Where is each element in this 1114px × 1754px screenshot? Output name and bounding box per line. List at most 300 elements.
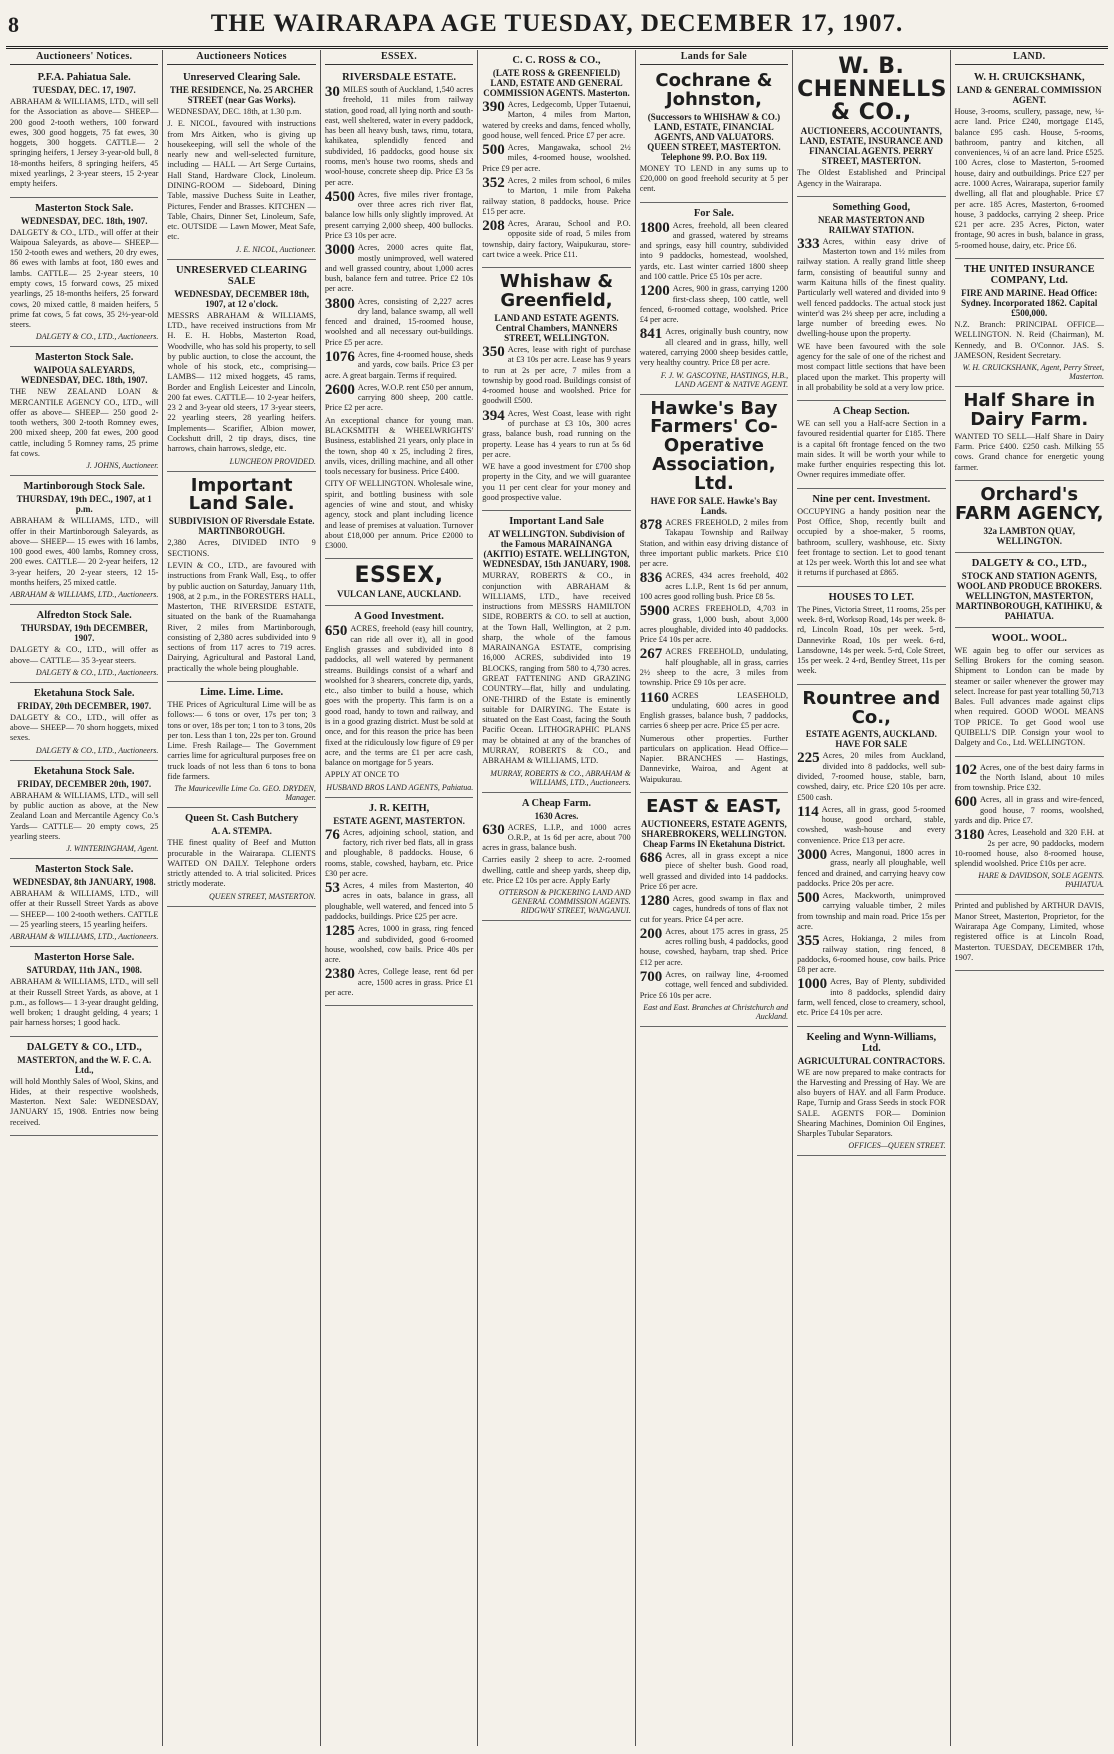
ad-subtitle: TUESDAY, DEC. 17, 1907.: [32, 85, 136, 95]
ad-title: Nine per cent. Investment.: [812, 493, 931, 505]
ad-body: WE are now prepared to make contracts for the Harvesting and Pressing of Hay. We are also buyers of HAY. and all Farm Produce. Rape, Turnip and Grass Seeds in stock FOR SALE. AGENTS FOR— Dominion Shearing Machines, Dominion Oil Engines, Sharples Tubular Separators.: [797, 1067, 946, 1139]
ad-body: MESSRS ABRAHAM & WILLIAMS, LTD., have received instructions from Mr H. E. H. Hobbs, Masterton Road, Woodville, who has sold his property, to sell by public auction, to close the account, the whole of his stock, etc., comprising— LAMBS— 112 mixed hoggets, 45 rams, Border and English Leicester and Lincoln, 200 fat ewes. CATTLE— 10 2-year heifers, 23 2 and 3-year old steers, 17 3-year steers, 22 yearling steers, 28 yearling heifers. Implements— Scarifier, Albion mower, Cockshutt drill, 2 tip drays, discs, tine harrows, chain harrows, sledge, etc.: [167, 310, 316, 454]
ad-title: UNRESERVED CLEARING SALE: [176, 264, 308, 287]
acreage-number: 267: [639, 646, 663, 663]
ad-title: Unreserved Clearing Sale.: [182, 72, 301, 83]
ad-body: LEVIN & CO., LTD., are favoured with instructions from Frank Wall, Esq., to offer by public auction on Saturday, January 11th, 1908, at 2 p.m., in the FORESTERS HALL, Masterton, THE RIVERSIDE ESTATE, situated on the bank of the Ruamahanga River, 2 miles from Martinborough, consisting of 2,380 acres subdivided into 9 sections of from 117 acres to 719 acres. Dairying, Agricultural and Pastoral Land, practically the whole being ploughable.: [167, 560, 316, 673]
advertisement: [325, 559, 473, 606]
listing-text: ACRES, freehold (easy hill country, can ride all over it), all in good English grasses and subdivided into 8 paddocks, all well watered by permanent streams. Buildings consist of a wharf and woolshed for 3 shearers, concrete dip, yards, etc., also timber to build a house, which goes with the property. This farm is on a good road, handy to town and railway, and is in a good grazing district. Must be sold at once, and for this reason the price has been fixed at the ridiculously low figure of £9 per acre, and the terms are £1 per acre cash, balance on mortgage for 5 years.: [324, 624, 474, 768]
ad-signature: East and East. Branches at Christchurch and Auckland.: [643, 1002, 789, 1021]
ad-title: Important Land Sale: [509, 516, 604, 528]
acreage-number: 30: [324, 84, 340, 100]
ad-subtitle: LAND & GENERAL COMMISSION AGENT.: [956, 85, 1102, 105]
listing-text: Acres, freehold, all been cleared and grassed, watered by streams and springs, easy hill country, subdivided into 9 paddocks, homestead, woolshed, yards, etc. Last winter carried 1800 sheep and 100 cattle. Price £5 10s per acre.: [639, 220, 789, 282]
property-listing: [325, 924, 473, 965]
ad-subtitle: STOCK AND STATION AGENTS, WOOL AND PRODUCE BROKERS. WELLINGTON, MASTERTON, MARTINBOROUGH, KATIHIKU, & PAHIATUA.: [955, 570, 1103, 621]
listing-text: Acres, 900 in grass, carrying 1200 first-class sheep, 100 cattle, well fenced, 6-roomed cottage, woolshed. Price £4 per acre.: [639, 284, 789, 325]
ad-title: Orchard's FARM AGENCY,: [955, 483, 1104, 524]
listing-text: Acres, all in grass and wire-fenced, good house, 7 rooms, woolshed, yards and dip. Price £7.: [954, 795, 1104, 825]
advertisement: [325, 798, 473, 1007]
ad-body: ABRAHAM & WILLIAMS, LTD., will sell for the Association as above— SHEEP— 200 good 2-tooth wethers, 100 forward ewes, 300 good hoggets, 75 fat ewes, 30 hoggets, 300 hoggets. CATTLE— 2 springing heifers, 1 Jersey 3-year-old bull, 8 18-months heifers, 8 springing heifers, 45 mixed yearlings, 2 3-year steers, 15 2-year empty heifers.: [10, 97, 159, 189]
ad-signature: J. WINTERINGHAM, Agent.: [66, 844, 159, 854]
property-listing: [640, 647, 788, 688]
ad-signature: F. J. W. GASCOYNE, HASTINGS, H.B., LAND AGENT & NATIVE AGENT.: [660, 370, 789, 389]
ad-body: THE Prices of Agricultural Lime will be as follows:— 6 tons or over, 17s per ton; 3 tons or over, 18s per ton; 1 ton to 3 tons, 20s per ton. Less than 1 ton, 22s per ton. Ground Lime. Fresh Railage— The Government carries lime for agricultural purposes free on truck loads of not less than 6 tons to bona fide farmers.: [167, 700, 316, 781]
ad-title: DALGETY & CO., LTD.,: [971, 557, 1087, 569]
column-heading: Auctioneers Notices: [167, 50, 315, 65]
column-area: [6, 50, 1108, 1746]
ad-title: A Cheap Farm.: [521, 797, 592, 809]
acreage-number: 4500: [324, 188, 355, 205]
ad-title: Masterton Horse Sale.: [34, 952, 135, 964]
property-listing: [482, 345, 630, 407]
advertisement: [482, 793, 630, 922]
ad-body: WE can sell you a Half-acre Section in a favoured residential quarter for £185. There is a capital 6ft frontage fenced on the two main sides. It will be worth your while to make further enquiries respecting this lot. Owner requires immediate offer.: [797, 419, 946, 480]
acreage-number: 200: [639, 925, 663, 942]
listing-text: Acres, good swamp in flax and cages, hundreds of tons of flax not cut for years. Price £4 per acre.: [639, 894, 789, 924]
ad-title: A Good Investment.: [354, 611, 444, 623]
ad-body: An exceptional chance for young man. BLACKSMITH & WHEELWRIGHTS' Business, established 21 years, only place in the town, shop 40 x 25, including 2 fires, anvils, vices, drilling machine, and all other tools necessary for business. Price £400.: [324, 415, 474, 477]
ad-title: RIVERSDALE ESTATE.: [342, 72, 457, 83]
ad-subtitle: (Successors to WHISHAW & CO.) LAND, ESTATE, FINANCIAL AGENTS, AND VALUATORS. QUEEN STREET, MASTERTON. Telephone 99. P.O. Box 119.: [647, 111, 781, 162]
ad-body: House, 3-rooms, scullery, passage, new, ¼-acre land. Price £240, mortgage £145, balance £95 cash. House, 5-rooms, bathroom, pantry and kitchen, all conveniences, ¼ of an acre land. Price £525. 100 Acres, close to Masterton, 5-roomed house, dairy and outbuildings. Price £27 per acre. 1000 Acres, Wairarapa, superior family dwelling, all flat and ploughable. Price £7 per acre. 185 Acres, Masterton, 6-roomed house, 3 paddocks, carrying 2 sheep. Price £21 per acre. 235 Acres, Picton, water frontage, 90 acres in bush, balance in grass, 5-roomed house, dairy, etc. Price £6.: [954, 107, 1104, 250]
property-listing: [482, 409, 630, 460]
ad-title: Something Good,: [832, 201, 911, 213]
acreage-number: 3180: [954, 827, 985, 844]
listing-text: Acres, Mackworth, unimproved carrying valuable timber, 2 miles from township and main road. Price 15s per acre.: [797, 891, 946, 931]
listing-text: Acres, adjoining school, station, and factory, rich river bed flats, all in grass and ploughable, 8 paddocks. House, 6 rooms, stable, cowshed, haybarn, etc. Price £30 per acre.: [324, 827, 474, 878]
ad-subtitle: WAIPOUA SALEYARDS, WEDNESDAY, DEC. 18th, 1907.: [20, 365, 148, 386]
ad-body: N.Z. Branch: PRINCIPAL OFFICE—WELLINGTON. N. Reid (Chairman), M. Kennedy, and B. O'Connor. JAS. S. JAMESON, Resident Secretary.: [954, 319, 1104, 360]
listing-text: ACRES LEASEHOLD, undulating, 600 acres in good English grasses, balance bush, 7 paddocks, carries 6 sheep per acre. Price £5 per acre.: [639, 690, 789, 731]
ad-signature: LUNCHEON PROVIDED.: [229, 456, 316, 466]
ad-title: HOUSES TO LET.: [828, 591, 915, 603]
advertisement: [167, 472, 315, 682]
ad-subtitle: FIRE AND MARINE. Head Office: Sydney. Incorporated 1862. Capital £500,000.: [961, 287, 1098, 318]
ad-body: WEDNESDAY, DEC. 18th, at 1.30 p.m.: [167, 107, 302, 116]
acreage-number: 2600: [324, 381, 355, 398]
ad-title: Lime. Lime. Lime.: [200, 687, 284, 699]
advertisement: [10, 761, 158, 859]
ad-subtitle: MASTERTON, and the W. F. C. A. Ltd.,: [17, 1054, 152, 1075]
acreage-number: 700: [639, 969, 663, 986]
property-listing: [482, 823, 630, 854]
listing-text: Acres, originally bush country, now all cleared and in grass, hilly, well watered, carrying 2000 sheep besides cattle, very healthy country. Price £8 per acre.: [639, 327, 789, 368]
ad-body: WE have a good investment for £700 shop property in the City, and we will guarantee you 11 per cent clear for your money and good prospective value.: [482, 462, 631, 502]
ad-subtitle: WEDNESDAY, DECEMBER 18th, 1907, at 12 o'clock.: [174, 288, 310, 309]
column-heading: LAND.: [955, 50, 1104, 65]
property-listing: [797, 977, 945, 1018]
listing-text: Acres, about 175 acres in grass, 25 acres rolling bush, 4 paddocks, good house, cowshed, haybarn, trap shed. Price £12 per acre.: [639, 926, 789, 967]
ad-signature: QUEEN STREET, MASTERTON.: [209, 891, 316, 901]
ad-subtitle: AT WELLINGTON. Subdivision of the Famous MARAINANGA (AKITIO) ESTATE. WELLINGTON, WEDNESDAY, 15th JANUARY, 1908.: [482, 529, 631, 570]
ad-body: DALGETY & CO., LTD., will offer at their Waipoua Saleyards, as above— SHEEP— 150 2-tooth ewes and wethers, 20 dry ewes, 86 ewes with lambs at foot, 180 ewes and lambs. CATTLE— 25 2-year steers, 10 empty cows, 15 forward cows, 25 mixed yearlings, 25 18-months heifers, 25 forward cows, 20 mixed cattle, 8 maiden heifers, 5 prime fat cows, 5 fat cows, 35 2½-year-old steers.: [10, 227, 159, 330]
ad-body: J. E. NICOL, favoured with instructions from Mrs Aitken, who is giving up housekeeping, will sell the whole of the nearly new and well-selected furniture, including — HALL — Art Serge Curtains, Hall Stand, Hardware Clock, Linoleum. DINING-ROOM — Sideboard, Dining Table, massive Duchess Suite in Leather, Pictures, Fender and Brasses. KITCHEN — Table, Chairs, Dinner Set, Linoleum, Safe, etc. OUTSIDE — Lawn Mower, Meat Safe, etc.: [167, 119, 316, 242]
column-heading: Auctioneers' Notices.: [10, 50, 158, 65]
ad-subtitle: FRIDAY, DECEMBER 20th, 1907.: [17, 778, 152, 789]
ad-title: Alfredton Stock Sale.: [36, 610, 132, 622]
acreage-number: 2380: [324, 966, 355, 983]
acreage-number: 600: [954, 794, 978, 811]
ad-title: EAST & EAST,: [646, 796, 782, 818]
listing-text: ACRES FREEHOLD, 2 miles from Takapau Township and Railway Station, and within easy driving distance of three important public markets. Price £10 per acre.: [639, 518, 789, 569]
property-listing: [640, 851, 788, 892]
column-7: [951, 50, 1108, 1746]
acreage-number: 5900: [639, 603, 670, 620]
property-listing: [955, 795, 1104, 826]
ad-title: Martinborough Stock Sale.: [23, 481, 145, 493]
advertisement: [955, 757, 1104, 896]
acreage-number: 3000: [797, 847, 828, 863]
advertisement: [10, 476, 158, 605]
ad-body: ABRAHAM & WILLIAMS, LTD., will sell at their Russell Street Yards, as above, at 1 p.m., as follows— 1 3-year draught gelding, well broken; 1 draught gelding, 4 years; 1 pair harness horses; 1 good hack.: [10, 977, 159, 1028]
ad-signature: OTTERSON & PICKERING LAND AND GENERAL COMMISSION AGENTS. RIDGWAY STREET, WANGANUI.: [498, 888, 631, 916]
listing-text: Acres, lease with right of purchase at £3 10s per acre. Lease has 9 years to run at 2s per acre, 7 miles from a township by good road. Buildings consist of 4-roomed house and woolshed. Price for goodwill £500.: [482, 345, 631, 406]
ad-subtitle: THURSDAY, 19th DEC., 1907, at 1 p.m.: [16, 494, 152, 515]
advertisement: [955, 553, 1104, 628]
ad-title: Keeling and Wynn-Williams, Ltd.: [806, 1031, 937, 1054]
ad-title: Masterton Stock Sale.: [35, 864, 134, 876]
acreage-number: 500: [482, 142, 505, 159]
ad-body: The Pines, Victoria Street, 11 rooms, 25s per week. 8-rd, Worksop Road, 14s per week. 8-rd, Lincoln Road, 10s per week. 5-rd, Dannevirke Road, 10s per week. 6-rd, Lansdowne, 14s per week. 5-rd, Cole Street, 15s per week. 2 4-rd, Bentley Street, 11s per week.: [797, 604, 946, 676]
listing-text: Acres, one of the best dairy farms in the North Island, about 10 miles from township. Price £32.: [954, 762, 1104, 793]
acreage-number: 333: [797, 235, 820, 252]
listing-text: Acres, within easy drive of Masterton town and 1½ miles from railway station. A really grand little sheep farm, consisting of beautiful sunny and warm Kaituna hills of the finest quality. Particularly well watered and divided into 9 well fenced paddocks. The actual stock just winter'd was 2½ sheep per acre, including a large number of breeding ewes. No dwelling-house upon the property.: [797, 236, 946, 339]
property-listing: [325, 383, 473, 414]
ad-title: Cochrane & Johnston,: [655, 70, 773, 110]
property-listing: [955, 828, 1104, 869]
property-listing: [640, 327, 788, 368]
advertisement: [482, 511, 630, 792]
advertisement: [10, 198, 158, 348]
listing-text: Acres, 20 miles from Auckland, divided into 8 paddocks, well sub-divided, 7-roomed house, stable, barn, cowshed, dairy, etc. Price £20 10s per acre. £500 cash.: [797, 751, 946, 802]
column-5: [636, 50, 793, 1746]
listing-text: Acres, Ledgecomb, Upper Tutaenui, Marton, 4 miles from Marton, watered by creeks and dams, fenced wholly, good house, well fenced. Price £7 per acre.: [482, 100, 631, 140]
property-listing: [325, 828, 473, 879]
ad-body: THE finest quality of Beef and Mutton procurable in the Wairarapa. CLIENTS WAITED ON DAILY. Telephone orders strictly attended to. A trial solicited. Prices strictly moderate.: [167, 838, 316, 889]
ad-signature: DALGETY & CO., LTD., Auctioneers.: [35, 745, 159, 755]
ad-subtitle: A. A. STEMPA.: [211, 826, 272, 837]
ad-body: ABRAHAM & WILLIAMS, LTD., will offer in their Martinborough Saleyards, as above— SHEEP— 15 ewes with 16 lambs, 100 good ewes, 400 lambs, Romney cross, 200 ewes. CATTLE— 20 2-year heifers, 12 3-year heifers, 20 2-year steers, 12 15-months heifers, 25 mixed cattle.: [10, 516, 159, 587]
advertisement: [797, 50, 945, 197]
acreage-number: 1076: [324, 349, 355, 366]
property-listing: [955, 763, 1104, 794]
advertisement: [482, 268, 630, 511]
column-1: [6, 50, 163, 1746]
property-listing: [797, 751, 945, 802]
ad-title: Hawke's Bay Farmers' Co-Operative Association, Ltd.: [650, 397, 778, 495]
advertisement: [797, 587, 945, 685]
acreage-number: 53: [324, 880, 340, 897]
ad-body: ABRAHAM & WILLIAMS, LTD., will sell by public auction as above, at the New Zealand Loan and Mercantile Agency Co.'s Yards— CATTLE— 20 empty cows, 25 yearling steers.: [10, 790, 159, 841]
listing-text: ACRES FREEHOLD, undulating, half ploughable, all in grass, carries 2½ sheep to the acre, 3 miles from township. Price £9 10s per acre.: [639, 647, 789, 688]
advertisement: [797, 1027, 945, 1157]
acreage-number: 650: [324, 623, 348, 640]
ad-title: For Sale.: [693, 207, 734, 219]
advertisement: [10, 1037, 158, 1136]
listing-text: Acres, College lease, rent 6d per acre, 1500 acres in grass. Price £1 per acre.: [324, 967, 474, 997]
listing-text: ACRES, 434 acres freehold, 402 acres L.I.P., Rent 1s 6d per annum, 100 acres good rolling bush. Price £8 5s.: [639, 571, 789, 601]
advertisement: [955, 481, 1104, 553]
advertisement: [10, 683, 158, 761]
property-listing: [640, 894, 788, 925]
property-listing: [797, 805, 945, 846]
listing-text: Acres, 2 miles from school, 6 miles to Marton, 1 mile from Pakeha railway station, 8 paddocks, house. Price £15 per acre.: [482, 175, 631, 216]
property-listing: [325, 243, 473, 294]
property-listing: [797, 934, 945, 975]
ad-subtitle: AUCTIONEERS, ESTATE AGENTS, SHAREBROKERS, WELLINGTON. Cheap Farms IN Eketahuna District.: [641, 818, 787, 849]
ad-title: ESSEX,: [354, 563, 444, 589]
acreage-number: 1160: [639, 689, 669, 706]
property-listing: [325, 190, 473, 241]
ad-signature: The Mauriceville Lime Co. GEO. DRYDEN, Manager.: [174, 784, 316, 803]
listing-text: Acres, all in grass except a nice piece of shelter bush. Good road, well grassed and divided into 14 paddocks. Price £6 per acre.: [639, 850, 789, 891]
advertisement: [10, 347, 158, 476]
ad-signature: HUSBAND BROS LAND AGENTS, Pahiatua.: [326, 782, 474, 792]
acreage-number: 1000: [797, 976, 828, 993]
property-listing: [797, 237, 945, 340]
column-2: [163, 50, 320, 1746]
property-listing: [640, 571, 788, 602]
ad-subtitle: 32a LAMBTON QUAY, WELLINGTON.: [983, 525, 1075, 546]
acreage-number: 686: [639, 849, 663, 866]
masthead: [6, 6, 1108, 49]
listing-text: MILES south of Auckland, 1,540 acres freehold, 11 miles from railway station, good road, all lying north and south-east, well sheltered, water in every paddock, has been all heavy bush, taws, rimu, totara, kahikatea, splendidly fenced and subdivided, 16 paddocks, good house six rooms, men's house two rooms, sheds and wool-house, concrete sheep dip. Price £3 5s per acre.: [324, 85, 474, 187]
listing-text: Acres, all in grass, good 5-roomed house, good orchard, stable, cowshed, wash-house and every convenience. Price £13 per acre.: [797, 804, 946, 845]
acreage-number: 1200: [639, 283, 670, 300]
ad-body: THE NEW ZEALAND LOAN & MERCANTILE AGENCY CO., LTD., will offer as above— SHEEP— 250 good 2-tooth wethers, 300 2-tooth Romney ewes, 200 mixed sheep, 200 fat ewes, 200 good cattle, including 5 Romney rams, 25 prime fat cows.: [10, 387, 159, 459]
ad-subtitle: (LATE ROSS & GREENFIELD) LAND, ESTATE AND GENERAL COMMISSION AGENTS. Masterton.: [483, 68, 630, 98]
ad-title: A Cheap Section.: [832, 406, 910, 418]
ad-signature: DALGETY & CO., LTD., Auctioneers.: [35, 667, 159, 677]
ad-body: The Oldest Established and Principal Agency in the Wairarapa.: [797, 168, 946, 188]
ad-body: APPLY AT ONCE TO: [324, 770, 400, 780]
advertisement: [797, 197, 945, 401]
ad-title: Rountree and Co.,: [802, 687, 941, 728]
ad-title: Important Land Sale.: [188, 474, 295, 515]
listing-text: Acres, W.O.P. rent £50 per annum, carrying 800 sheep, 200 cattle. Price £2 per acre.: [324, 382, 474, 413]
advertisement: [797, 685, 945, 1027]
acreage-number: 836: [639, 570, 663, 587]
newspaper-title: THE WAIRARAPA AGE TUESDAY, DECEMBER 17, 1907.: [210, 10, 904, 37]
ad-title: Masterton Stock Sale.: [35, 202, 134, 214]
ad-body: 2,380 Acres, DIVIDED INTO 9 SECTIONS.: [167, 538, 316, 558]
acreage-number: 102: [954, 761, 978, 778]
ad-title: Half Share in Dairy Farm.: [963, 390, 1096, 430]
ad-signature: J. E. NICOL, Auctioneer.: [235, 244, 316, 254]
ad-subtitle: AGRICULTURAL CONTRACTORS.: [797, 1055, 945, 1066]
ad-body: OCCUPYING a handy position near the Post Office, Shop, recently built and occupied by a shoe-maker, 5 rooms, bathroom, scullery, washhouse, etc. Sixty feet frontage to section. Let to good tenant at 12s per week. Worth this lot and see what it returns if purchased at £865.: [797, 506, 946, 578]
advertisement: [167, 682, 315, 808]
column-4: [478, 50, 635, 1746]
advertisement: [167, 808, 315, 906]
listing-text: Acres, fine 4-roomed house, sheds and yards, cow bails. Price £3 per acre. A great bargain. Terms if required.: [324, 350, 474, 380]
acreage-number: 390: [482, 99, 505, 115]
ad-title: Whishaw & Greenfield,: [499, 271, 614, 312]
ad-signature: OFFICES—QUEEN STREET.: [848, 1141, 946, 1151]
listing-text: Acres, Mangawaka, school 2½ miles, 4-roomed house, woolshed. Price £9 per acre.: [482, 143, 631, 173]
advertisement: [10, 605, 158, 683]
advertisement: [325, 67, 473, 559]
acreage-number: 355: [797, 933, 820, 950]
listing-text: Acres, 1000 in grass, ring fenced and subdivided, good 6-roomed house, woolshed, cow bails. Price 40s per acre.: [324, 924, 474, 965]
advertisement: [167, 67, 315, 260]
acreage-number: 1285: [324, 923, 355, 940]
property-listing: [797, 891, 945, 932]
advertisement: [640, 793, 788, 1027]
ad-subtitle: SUBDIVISION OF Riversdale Estate. MARTINBOROUGH.: [168, 516, 315, 537]
page-number: 8: [8, 12, 19, 37]
acreage-number: 350: [482, 344, 505, 360]
acreage-number: 630: [482, 821, 505, 838]
listing-text: Acres, Mangonui, 1800 acres in grass, nearly all ploughable, well fenced and drained, and carrying heavy cow paddocks. Price 20s per acre.: [797, 848, 946, 888]
ad-subtitle: ESTATE AGENT, MASTERTON.: [333, 815, 465, 826]
property-listing: [325, 881, 473, 922]
column-3: [321, 50, 478, 1746]
ad-body: Printed and published by ARTHUR DAVIS, Manor Street, Masterton, Proprietor, for the Wairarapa Age Company, Limited, whose registered office is at Lincoln Road, Masterton. TUESDAY, DECEMBER 17th, 1907.: [954, 901, 1104, 962]
ad-title: P.F.A. Pahiatua Sale.: [37, 72, 131, 83]
property-listing: [797, 848, 945, 889]
acreage-number: 1800: [639, 219, 670, 236]
ad-title: C. C. ROSS & CO.,: [512, 55, 601, 66]
listing-text: Acres, five miles river frontage, over three acres rich river flat, balance low hills only slightly improved. At present carrying 2,000 sheep, 400 bullocks. Price £3 10s per acre.: [324, 189, 474, 240]
acreage-number: 878: [639, 517, 663, 534]
ad-subtitle: SATURDAY, 11th JAN., 1908.: [26, 965, 142, 976]
listing-text: Acres, West Coast, lease with right of purchase at £3 10s, 300 acres grass, balance bush, road running on the property. Lease has 4 years to run at 5s 6d per acre.: [482, 408, 631, 459]
ad-signature: ABRAHAM & WILLIAMS, LTD., Auctioneers.: [10, 932, 159, 942]
ad-subtitle: ESTATE AGENTS, AUCKLAND. HAVE FOR SALE: [805, 729, 937, 750]
ad-body: WANTED TO SELL—Half Share in Dairy Farm. Price £400. £250 cash. Milking 55 cows. Grand chance for energetic young farmer.: [954, 431, 1104, 472]
acreage-number: 841: [639, 326, 663, 343]
advertisement: [955, 67, 1104, 259]
listing-text: Acres, Leasehold and 320 F.H. at 2s per acre, 90 paddocks, modern 10-roomed house, also 8-roomed house, splendid woolshed. Price £10s per acre.: [954, 828, 1104, 869]
acreage-number: 352: [482, 174, 505, 191]
property-listing: [482, 143, 630, 174]
ad-body: WE again beg to offer our services as Selling Brokers for the coming season. Shipment to London can be made by steamer or sailer whenever the grower may select. Increase for past year totalling 50,713 Bales. Full advances made against clips when required. GOOD WOOL MEANS TOP PRICE. To get Good wool use QUIBELL'S DIP. Consign your wool to Dalgety and Co., Ltd. WELLINGTON.: [954, 645, 1104, 748]
advertisement: [10, 859, 158, 947]
acreage-number: 3000: [324, 242, 355, 259]
listing-text: Acres, consisting of 2,227 acres dry land, balance swamp, all well fenced and drained, 15-roomed house, woolshed and all necessary out-buildings. Price £5 per acre.: [324, 296, 474, 347]
property-listing: [640, 518, 788, 569]
property-listing: [325, 967, 473, 998]
column-6: [793, 50, 950, 1746]
advertisement: [797, 489, 945, 587]
property-listing: [325, 624, 473, 768]
ad-subtitle: THE RESIDENCE, No. 25 ARCHER STREET (near Gas Works).: [169, 85, 314, 105]
acreage-number: 76: [324, 826, 340, 843]
property-listing: [325, 350, 473, 381]
ad-subtitle: HAVE FOR SALE. Hawke's Bay Lands.: [650, 496, 778, 517]
ad-body: Numerous other properties. Further particulars on application. Head Office—Napier. BRANCHES — Hastings, Dannevirke, Wairoa, and Agent at Waipukurau.: [639, 733, 789, 784]
property-listing: [482, 219, 630, 260]
advertisement: [482, 50, 630, 268]
advertisement: [325, 606, 473, 797]
ad-title: WOOL. WOOL.: [991, 632, 1067, 644]
ad-subtitle: FRIDAY, 20th DECEMBER, 1907.: [17, 700, 152, 711]
property-listing: [640, 604, 788, 645]
ad-signature: HARE & DAVIDSON, SOLE AGENTS. PAHIATUA.: [978, 871, 1104, 890]
advertisement: [10, 67, 158, 198]
property-listing: [325, 297, 473, 348]
column-heading: Lands for Sale: [640, 50, 788, 65]
column-heading: ESSEX.: [325, 50, 473, 65]
listing-text: ACRES, L.I.P., and 1000 acres O.R.P., at 1s 6d per acre, about 700 acres in grass, balance bush.: [482, 822, 631, 853]
advertisement: [955, 628, 1104, 757]
ad-title: Masterton Stock Sale.: [35, 352, 134, 364]
ad-signature: W. H. CRUICKSHANK, Agent, Perry Street, Masterton.: [962, 363, 1104, 382]
ad-subtitle: WEDNESDAY, 8th JANUARY, 1908.: [12, 877, 156, 888]
ad-body: DALGETY & CO., LTD., will offer as above— CATTLE— 35 3-year steers.: [10, 645, 159, 665]
property-listing: [482, 100, 630, 141]
ad-title: W. H. CRUICKSHANK,: [973, 72, 1085, 83]
ad-title: Eketahuna Stock Sale.: [33, 687, 135, 699]
ad-body: CITY OF WELLINGTON. Wholesale wine, spirit, and bottling business with sole agencies of wine and stout, and whisky agency, stock and plant including licence and lease of premises at valuation. Turnover about £18,000 per annum. Price £2000 to £3000.: [324, 479, 474, 551]
property-listing: [640, 691, 788, 732]
ad-subtitle: LAND AND ESTATE AGENTS. Central Chambers, MANNERS STREET, WELLINGTON.: [494, 313, 619, 343]
property-listing: [640, 284, 788, 325]
ad-signature: MURRAY, ROBERTS & CO., ABRAHAM & WILLIAMS, LTD., Auctioneers.: [490, 768, 631, 787]
ad-title: Eketahuna Stock Sale.: [33, 765, 135, 777]
advertisement: [797, 401, 945, 489]
ad-body: Carries easily 2 sheep to acre. 2-roomed dwelling, cattle and sheep yards, sheep dip, etc. Price £2 10s per acre. Apply Early: [482, 855, 631, 885]
ad-signature: J. JOHNS, Auctioneer.: [86, 461, 159, 471]
ad-title: DALGETY & CO., LTD.,: [26, 1041, 142, 1053]
property-listing: [640, 221, 788, 283]
acreage-number: 500: [797, 890, 820, 907]
listing-text: Acres, Ararau, School and P.O. opposite side of road, 5 miles from township, dairy factory, Waipukurau, store-cart twice a week. Price £11.: [482, 219, 631, 259]
acreage-number: 394: [482, 407, 505, 424]
ad-body: will hold Monthly Sales of Wool, Skins, and Hides, at their respective woolsheds, Masterton. Next Sale: WEDNESDAY, JANUARY 15, 1908. Entries now being received.: [10, 1076, 159, 1127]
listing-text: Acres, on railway line, 4-roomed cottage, well fenced and subdivided. Price £6 10s per acre.: [639, 970, 789, 1000]
ad-title: Queen St. Cash Butchery: [185, 813, 299, 825]
property-listing: [640, 927, 788, 968]
ad-body: DALGETY & CO., LTD., will offer as above— SHEEP— 70 shorn hoggets, mixed sexes.: [10, 712, 159, 743]
listing-text: Acres, Hokianga, 2 miles from railway station, ring fenced, 8 paddocks, 6-roomed house, cow bails. Price £8 per acre.: [797, 934, 946, 975]
advertisement: [955, 895, 1104, 971]
advertisement: [167, 260, 315, 472]
ad-subtitle: WEDNESDAY, DEC. 18th, 1907.: [20, 215, 148, 226]
listing-text: Acres, 4 miles from Masterton, 40 acres in oats, balance in grass, all ploughable, well watered, and fenced into 5 paddocks, buildings. Price £25 per acre.: [324, 881, 474, 921]
acreage-number: 3800: [324, 295, 355, 312]
ad-subtitle: THURSDAY, 19th DECEMBER, 1907.: [20, 623, 148, 644]
acreage-number: 225: [797, 750, 820, 767]
ad-body: MURRAY, ROBERTS & CO., in conjunction with ABRAHAM & WILLIAMS, LTD., have received instructions from MESSRS HAMILTON SIDE, ROBERTS & CO. to sell at auction, at the Town Hall, Wellington, at 2 p.m. sharp, the whole of the famous MARAINANGA ESTATE, comprising 16,000 ACRES, subdivided into 19 BLOCKS, ranging from 580 to 4,730 acres. GREAT FATTENING AND GRAZING COUNTRY—flat, hilly and undulating. ONE-THIRD of the Estate is eminently suitable for DAIRYING. The Estate is situated on the East Coast, facing the South Pacific Ocean. LITHOGRAPHIC PLANS may be obtained at any of the branches of MURRAY, ROBERTS & CO., and ABRAHAM & WILLIAMS, LTD.: [482, 571, 631, 766]
ad-title: J. R. KEITH,: [368, 802, 430, 814]
property-listing: [482, 176, 630, 217]
listing-text: Acres, Bay of Plenty, subdivided into 8 paddocks, splendid dairy farm, well fenced, close to creamery, school, etc. Price £4 10s per acre.: [797, 977, 946, 1018]
advertisement: [955, 259, 1104, 387]
advertisement: [640, 395, 788, 793]
ad-signature: ABRAHAM & WILLIAMS, LTD., Auctioneers.: [10, 590, 159, 600]
ad-title: W. B. CHENNELLS & CO.,: [797, 54, 947, 126]
advertisement: [640, 67, 788, 203]
ad-signature: DALGETY & CO., LTD., Auctioneers.: [35, 332, 159, 342]
advertisement: [955, 387, 1104, 481]
ad-body: WE have been favoured with the sole agency for the sale of one of the richest and most compact little sections that have been placed upon the market. This property will in all probability be sold at a very low price.: [797, 341, 946, 392]
acreage-number: 1280: [639, 893, 670, 910]
ad-body: MONEY TO LEND in any sums up to £20,000 on good freehold security at 5 per cent.: [639, 163, 789, 194]
listing-text: Acres, 2000 acres quite flat, mostly unimproved, well watered and well grassed country, about 1,000 acres bush, balance fern and tutree. Price £2 10s per acre.: [324, 243, 474, 294]
ad-subtitle: AUCTIONEERS, ACCOUNTANTS, LAND, ESTATE, INSURANCE AND FINANCIAL AGENTS. PERRY STREET, MASTERTON.: [799, 126, 944, 167]
ad-title: THE UNITED INSURANCE COMPANY, Ltd.: [963, 263, 1095, 286]
advertisement: [10, 947, 158, 1036]
ad-body: ABRAHAM & WILLIAMS, LTD., will offer at their Russell Street Yards as above— SHEEP— 100 2-tooth wethers. CATTLE— 25 yearling steers, 15 yearling heifers.: [10, 889, 159, 929]
ad-subtitle: VULCAN LANE, AUCKLAND.: [337, 589, 462, 600]
ad-subtitle: NEAR MASTERTON AND RAILWAY STATION.: [818, 214, 925, 235]
ad-subtitle: 1630 Acres.: [534, 810, 579, 821]
property-listing: [325, 85, 473, 188]
acreage-number: 208: [482, 218, 505, 235]
